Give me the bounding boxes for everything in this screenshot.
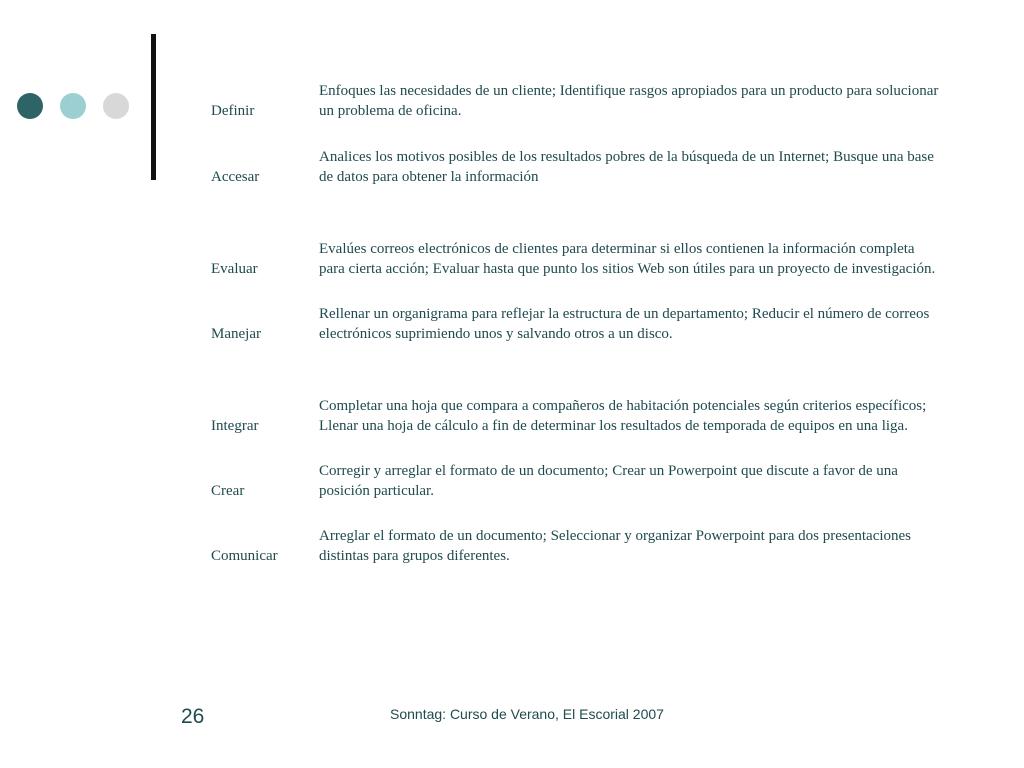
- row-description: Evalúes correos electrónicos de clientes para determinar si ellos contienen la información completa para cierta acción; Evaluar hasta que punto los sitios Web son útiles para un proyecto de investigación.: [319, 241, 936, 277]
- row-term: Crear: [211, 482, 245, 499]
- row-term: Evaluar: [211, 260, 258, 277]
- table-row: [0, 220, 1024, 279]
- row-term: Accesar: [211, 168, 260, 185]
- row-description: Corregir y arreglar el formato de un documento; Crear un Powerpoint que discute a favor de una posición particular.: [319, 463, 898, 499]
- table-row: [0, 82, 1024, 121]
- row-description: Rellenar un organigrama para reflejar la estructura de un departamento; Reducir el número de correos electrónicos suprimiendo unos y salvando otros a un disco.: [319, 306, 930, 342]
- slide-number: 26: [181, 705, 205, 728]
- table-row: [0, 377, 1024, 436]
- row-description: Completar una hoja que compara a compañeros de habitación potenciales según criterios específicos; Llenar una hoja de cálculo a fin de determinar los resultados de temporada de equipos en una liga.: [319, 398, 927, 434]
- table-row: [0, 527, 1024, 566]
- row-term: Comunicar: [211, 547, 278, 564]
- row-term: Definir: [211, 102, 255, 119]
- table-row: [0, 462, 1024, 501]
- row-description: Arreglar el formato de un documento; Seleccionar y organizar Powerpoint para dos presentaciones distintas para grupos diferentes.: [319, 528, 912, 564]
- row-term: Manejar: [211, 325, 261, 342]
- footer-caption: Sonntag: Curso de Verano, El Escorial 2007: [390, 706, 664, 722]
- row-description: Enfoques las necesidades de un cliente; Identifique rasgos apropiados para un producto para solucionar un problema de oficina.: [319, 83, 939, 119]
- row-term: Integrar: [211, 417, 259, 434]
- row-description: Analices los motivos posibles de los resultados pobres de la búsqueda de un Internet; Busque una base de datos para obtener la información: [319, 149, 934, 185]
- table-row: [0, 305, 1024, 344]
- table-row: [0, 148, 1024, 187]
